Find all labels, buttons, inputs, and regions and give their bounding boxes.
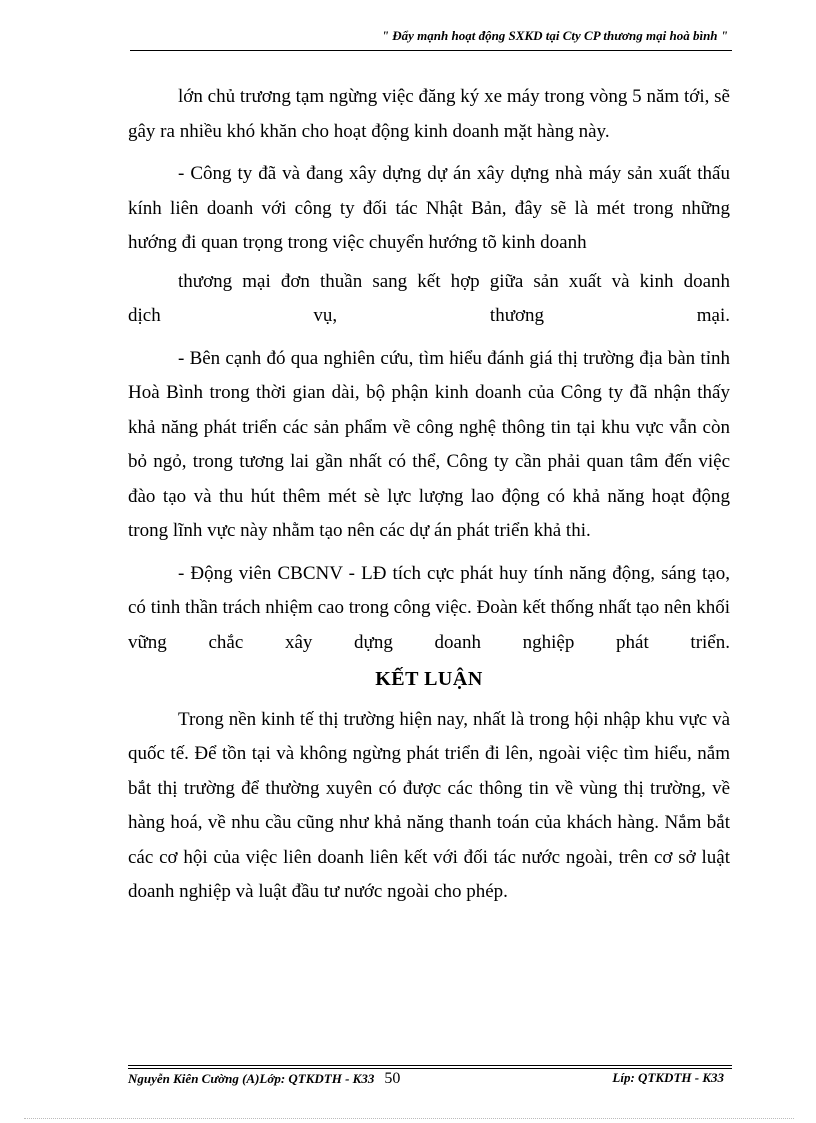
paragraph-4: - Bên cạnh đó qua nghiên cứu, tìm hiểu đánh giá thị trường địa bàn tỉnh Hoà Bình trong thời gian dài, bộ phận kinh doanh của Công ty đã nhận thấy khả năng phát triển các sản phẩm về công nghệ thông tin tại khu vực vẫn còn bỏ ngỏ, trong tương lai gần nhất có thể, Công ty cần phải quan tâm đến việc đào tạo và thu hút thêm mét sè lực lượng lao động có khả năng hoạt động trong lĩnh vực này nhằm tạo nên các dự án phát triển khả thi. <box>128 347 730 541</box>
paragraph-3-line-1: thương mại đơn thuần sang kết hợp giữa sản xuất và kinh doanh <box>178 270 730 292</box>
footer-divider <box>128 1065 732 1066</box>
footer-author <box>128 1070 400 1088</box>
paragraph-6: Trong nền kinh tế thị trường hiện nay, nhất là trong hội nhập khu vực và quốc tế. Để tồn tại và không ngừng phát triển đi lên, ngoài việc tìm hiểu, nắm bắt thị trường để thường xuyên có được các thông tin về vùng thị trường, về hàng hoá, về nhu cầu cũng như khả năng thanh toán của khách hàng. Nắm bắt các cơ hội của việc liên doanh liên kết với đối tác nước ngoài, trên cơ sở luật doanh nghiệp và luật đầu tư nước ngoài cho phép. <box>128 708 730 902</box>
page-bottom-edge <box>24 1118 794 1119</box>
section-heading: KẾT LUẬN <box>375 668 483 690</box>
page-footer <box>128 1068 724 1090</box>
footer-class: Líp: QTKDTH - K33 <box>612 1070 724 1085</box>
page-header <box>130 26 732 51</box>
page-number: 50 <box>384 1070 401 1087</box>
document-body <box>128 80 730 918</box>
header-title: " Đẩy mạnh hoạt động SXKD tại Cty CP thương mại hoà bình " <box>381 28 728 43</box>
footer-author-text: Nguyễn Kiên Cường (A)Lớp: QTKDTH - K33 <box>128 1071 375 1086</box>
paragraph-2: - Công ty đã và đang xây dựng dự án xây dựng nhà máy sản xuất thấu kính liên doanh với công ty đối tác Nhật Bản, đây sẽ là mét trong những hướng đi quan trọng trong việc chuyển hướng tõ kinh doanh <box>128 163 730 253</box>
paragraph-1: lớn chủ trương tạm ngừng việc đăng ký xe máy trong vòng 5 năm tới, sẽ gây ra nhiều khó khăn cho hoạt động kinh doanh mặt hàng này. <box>128 86 730 142</box>
paragraph-3-line-2: dịch vụ, thương mại. <box>128 305 730 326</box>
paragraph-5: - Động viên CBCNV - LĐ tích cực phát huy tính năng động, sáng tạo, có tinh thần trách nhiệm cao trong công việc. Đoàn kết thống nhất tạo nên khối vững chắc xây dựng doanh nghiệp phát triển. <box>128 562 730 653</box>
